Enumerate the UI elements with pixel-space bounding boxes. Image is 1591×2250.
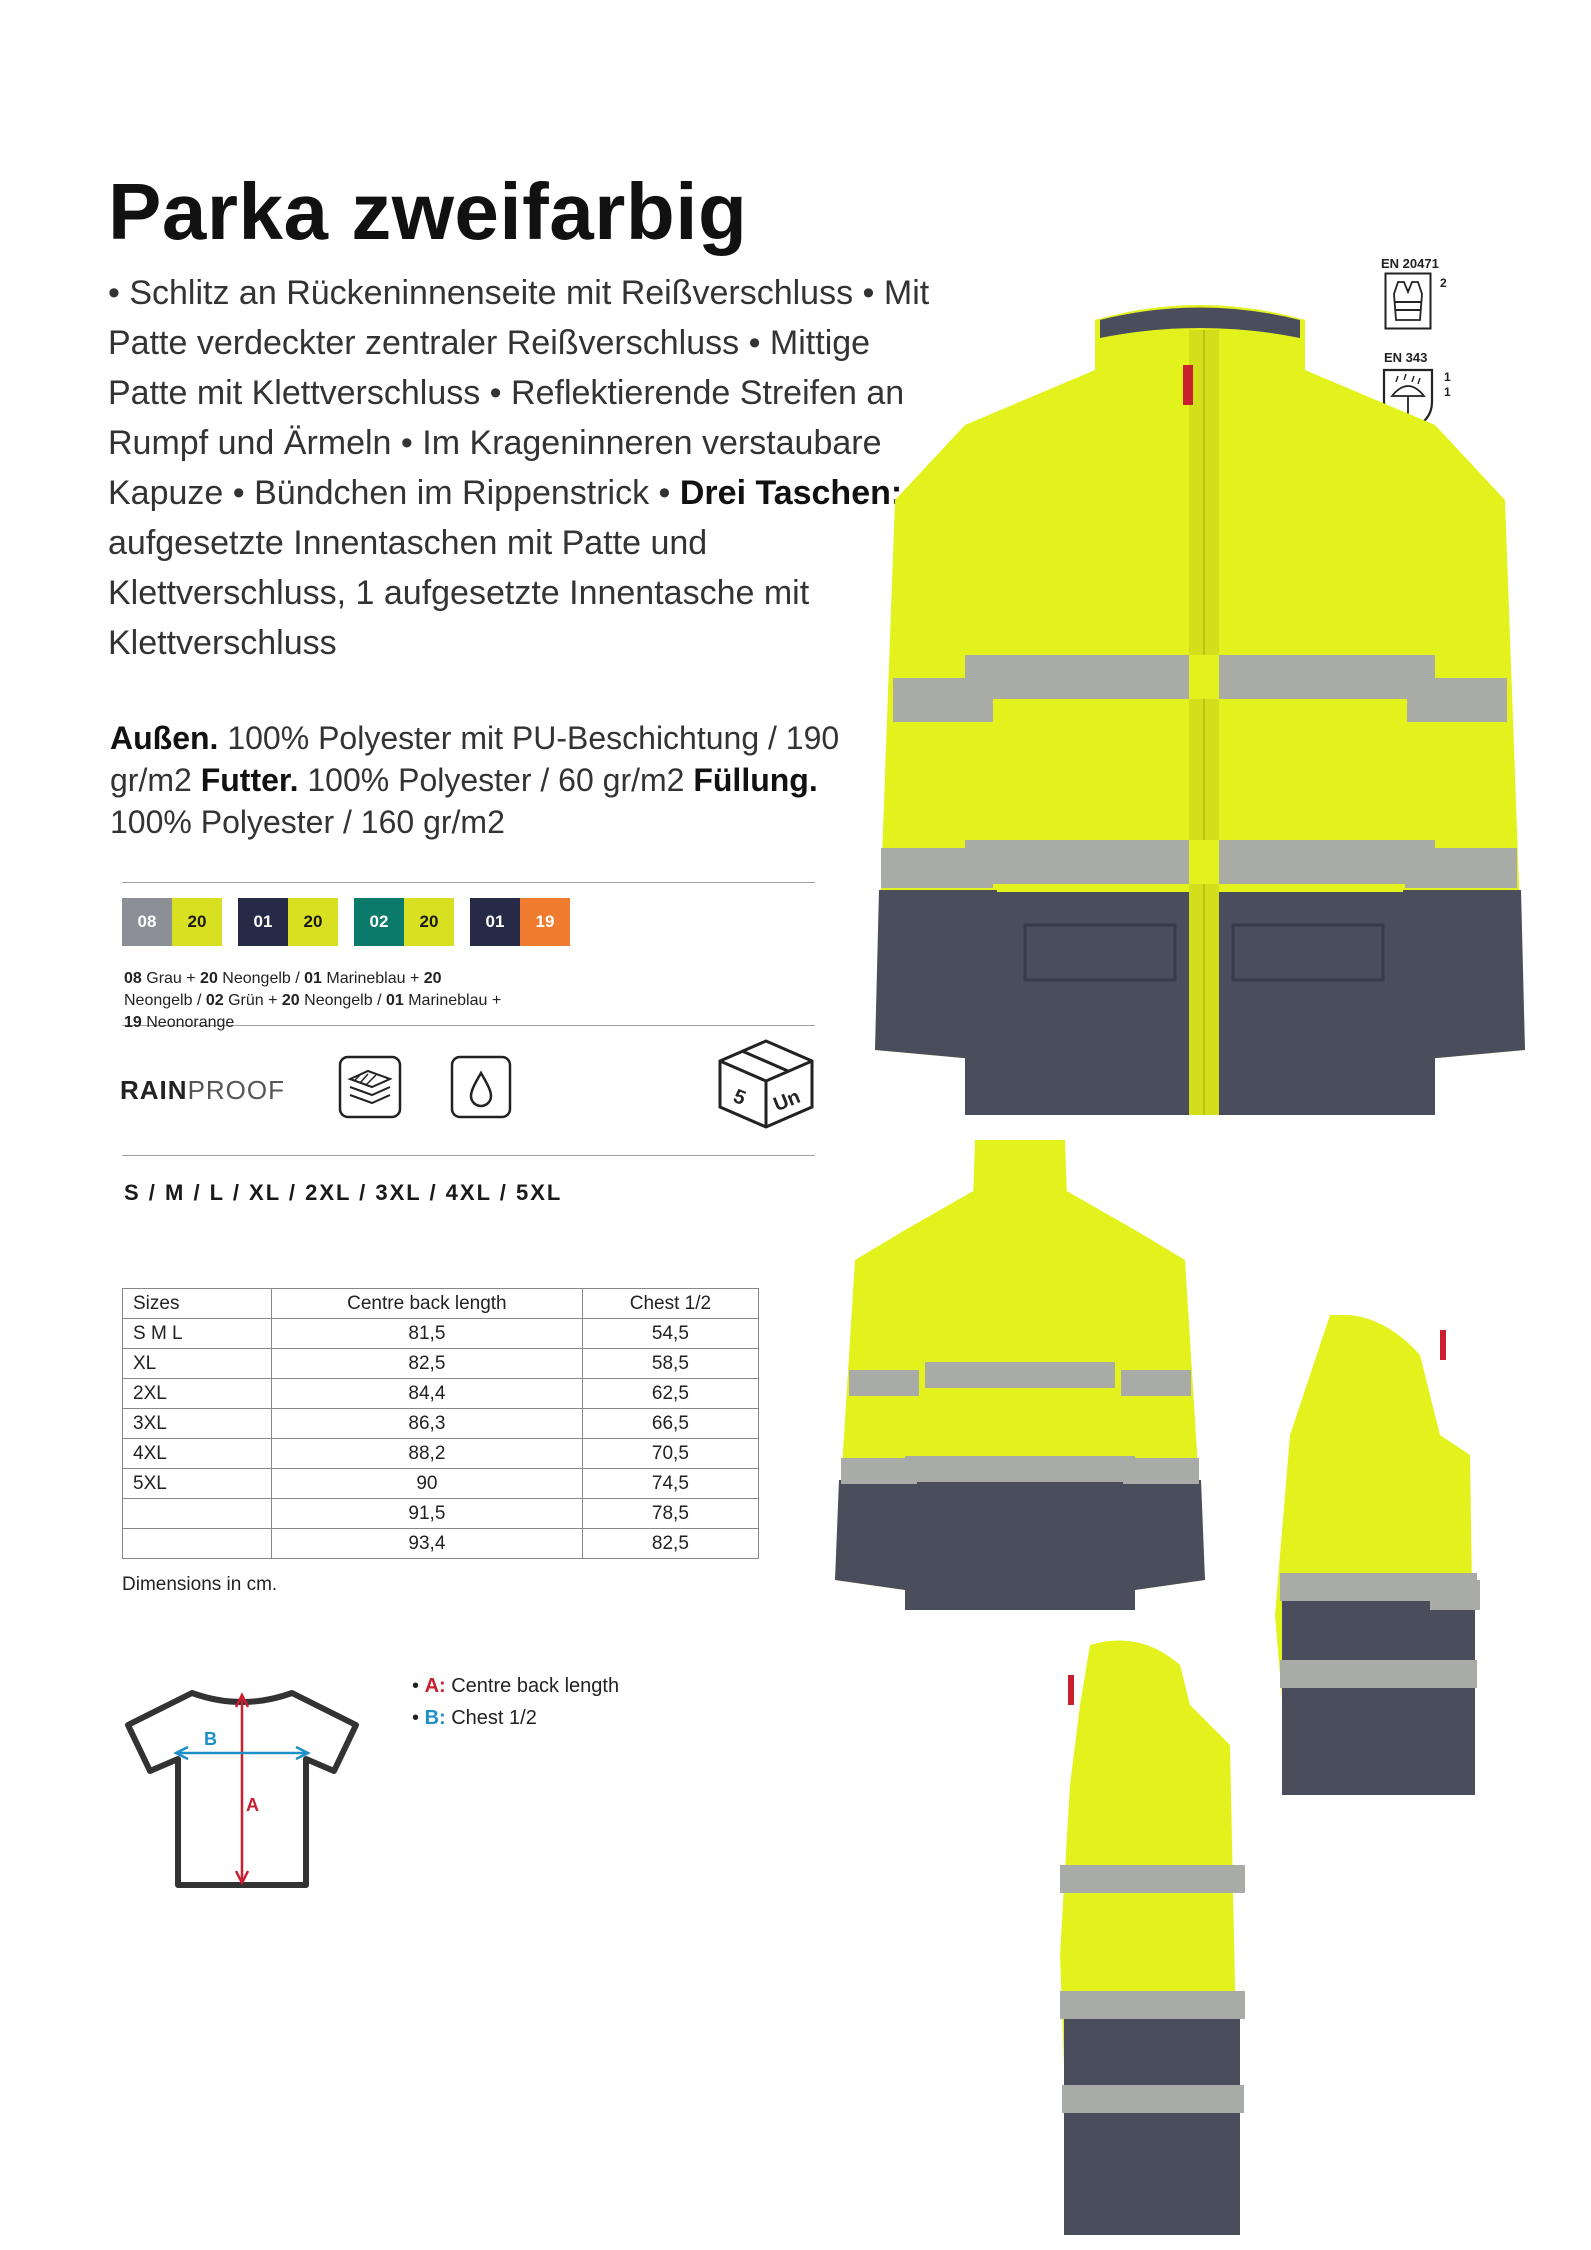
- table-cell: 3XL: [123, 1409, 272, 1439]
- color-swatch[interactable]: [238, 898, 338, 946]
- measurement-legend: [412, 1670, 619, 1734]
- color-swatch[interactable]: [470, 898, 570, 946]
- bold-text-segment: Außen.: [110, 720, 219, 756]
- swatch-code-a: 01: [470, 898, 520, 946]
- table-row: [123, 1529, 759, 1559]
- diagram-label-a: A: [246, 1795, 259, 1815]
- bold-text-segment: Drei Taschen:: [679, 474, 903, 512]
- divider: [122, 1155, 815, 1156]
- table-cell: 66,5: [582, 1409, 758, 1439]
- swatch-code-b: 19: [520, 898, 570, 946]
- table-cell: 58,5: [582, 1349, 758, 1379]
- divider: [122, 882, 815, 883]
- table-row: [123, 1319, 759, 1349]
- table-cell: 5XL: [123, 1469, 272, 1499]
- bold-text-segment: 02: [205, 992, 224, 1009]
- text-segment: Neongelb /: [124, 992, 206, 1009]
- table-row: [123, 1349, 759, 1379]
- text-segment: 100% Polyester / 160 gr/m2: [110, 804, 505, 840]
- layers-icon: [338, 1055, 402, 1119]
- table-row: [123, 1469, 759, 1499]
- table-cell: 91,5: [272, 1499, 583, 1529]
- table-row: [123, 1439, 759, 1469]
- legend-item-a: • A: Centre back length: [412, 1675, 620, 1697]
- jacket-back-image: [835, 1140, 1205, 1620]
- diagram-label-b: B: [204, 1729, 217, 1749]
- table-header-row: [123, 1289, 759, 1319]
- text-segment: Grau +: [141, 970, 201, 987]
- color-swatch[interactable]: [122, 898, 222, 946]
- text-segment: Grün +: [223, 992, 282, 1009]
- bold-text-segment: Füllung.: [693, 762, 818, 798]
- table-cell: 82,5: [272, 1349, 583, 1379]
- swatch-code-a: 08: [122, 898, 172, 946]
- size-table: [122, 1288, 759, 1559]
- measurement-diagram: [118, 1683, 366, 1895]
- jacket-front-image: [875, 270, 1525, 1130]
- table-cell: 84,4: [272, 1379, 583, 1409]
- text-segment: aufgesetzte Innentaschen mit Patte und Klettverschluss, 1 aufgesetzte Innentasche mit Klettverschluss: [108, 524, 810, 662]
- text-segment: 100% Polyester / 60 gr/m2: [298, 762, 694, 798]
- bold-text-segment: 19: [124, 1014, 142, 1031]
- table-header: Sizes: [123, 1289, 272, 1319]
- table-cell: 93,4: [272, 1529, 583, 1559]
- table-cell: 78,5: [582, 1499, 758, 1529]
- jacket-profile-image: [1060, 1635, 1250, 2245]
- swatch-code-b: 20: [404, 898, 454, 946]
- color-swatch[interactable]: [354, 898, 454, 946]
- material-composition: [110, 717, 870, 843]
- rainproof-logo: RAINPROOF: [120, 1075, 286, 1105]
- cert-en343-level: 1: [1444, 370, 1451, 384]
- product-title: Parka zweifarbig: [108, 167, 748, 256]
- box-icon: [716, 1035, 818, 1131]
- text-segment: • Schlitz an Rückeninnenseite mit Reißverschluss • Mit Patte verdeckter zentraler Reißverschluss • Mittige Patte mit Klettverschluss • Reflektierende Streifen an Rumpf und Ärmeln • Im Krageninneren verstaubare Kapuze • Bündchen im Rippenstrick •: [108, 274, 930, 512]
- swatch-code-b: 20: [172, 898, 222, 946]
- cert-en343-label: EN 343: [1384, 350, 1428, 365]
- swatch-code-a: 01: [238, 898, 288, 946]
- table-cell: 70,5: [582, 1439, 758, 1469]
- table-cell: 81,5: [272, 1319, 583, 1349]
- cert-en20471-level: 2: [1440, 276, 1447, 290]
- color-combinations-text: [124, 968, 504, 1034]
- text-segment: 100% Polyester mit PU-Beschichtung / 190 gr/m2: [110, 720, 840, 798]
- text-segment: Marineblau +: [403, 992, 502, 1009]
- table-row: [123, 1409, 759, 1439]
- bold-text-segment: 01: [304, 970, 322, 987]
- table-row: [123, 1379, 759, 1409]
- cert-en20471-label: EN 20471: [1381, 256, 1439, 271]
- swatch-code-a: 02: [354, 898, 404, 946]
- table-cell: 86,3: [272, 1409, 583, 1439]
- text-segment: Neonorange: [141, 1014, 235, 1031]
- bold-text-segment: 08: [124, 970, 142, 987]
- table-header: Chest 1/2: [582, 1289, 758, 1319]
- jacket-side-image: [1270, 1315, 1490, 1815]
- box-unit: Un: [770, 1085, 804, 1117]
- bold-text-segment: 20: [281, 992, 300, 1009]
- swatch-code-b: 20: [288, 898, 338, 946]
- bold-text-segment: 20: [200, 970, 218, 987]
- table-cell: 82,5: [582, 1529, 758, 1559]
- table-cell: 62,5: [582, 1379, 758, 1409]
- legend-item-b: • B: Chest 1/2: [412, 1707, 537, 1729]
- table-header: Centre back length: [272, 1289, 583, 1319]
- table-cell: 88,2: [272, 1439, 583, 1469]
- table-cell: 2XL: [123, 1379, 272, 1409]
- bold-text-segment: 20: [423, 970, 442, 987]
- table-cell: 4XL: [123, 1439, 272, 1469]
- table-cell: [123, 1499, 272, 1529]
- text-segment: Neongelb /: [299, 992, 386, 1009]
- cert-en343-level: 1: [1444, 385, 1451, 399]
- text-segment: Neongelb /: [217, 970, 305, 987]
- dimensions-note: Dimensions in cm.: [122, 1574, 278, 1595]
- water-drop-icon: [450, 1055, 512, 1119]
- bold-text-segment: Futter.: [200, 762, 299, 798]
- table-cell: 90: [272, 1469, 583, 1499]
- table-cell: XL: [123, 1349, 272, 1379]
- table-cell: S M L: [123, 1319, 272, 1349]
- product-description: [108, 268, 938, 668]
- box-quantity: 5: [730, 1085, 749, 1110]
- bold-text-segment: 01: [385, 992, 404, 1009]
- table-cell: 54,5: [582, 1319, 758, 1349]
- text-segment: Marineblau +: [321, 970, 424, 987]
- table-cell: [123, 1529, 272, 1559]
- table-cell: 74,5: [582, 1469, 758, 1499]
- available-sizes: S / M / L / XL / 2XL / 3XL / 4XL / 5XL: [124, 1180, 563, 1205]
- table-row: [123, 1499, 759, 1529]
